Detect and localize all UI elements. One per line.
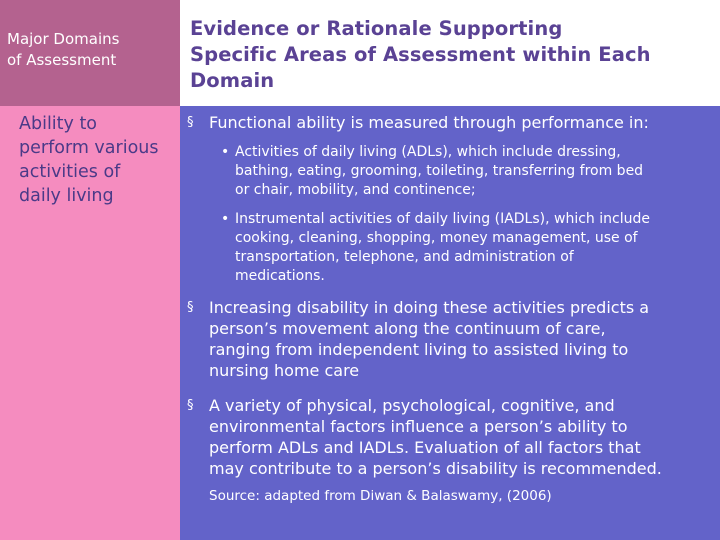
bullet-increasing-disability	[187, 297, 714, 381]
sub-bullet-adls	[221, 143, 720, 200]
bullet-line: environmental factors influence a person’s ability to	[209, 417, 628, 436]
bullet-line: person’s movement along the continuum of care,	[209, 319, 606, 338]
sub-bullet-line: bathing, eating, grooming, toileting, transferring from bed	[235, 163, 644, 179]
bullet-functional-ability	[187, 112, 714, 133]
sub-bullet-iadls	[221, 210, 720, 286]
domain-label-line: Ability to	[19, 114, 98, 134]
sub-bullet-line: Instrumental activities of daily living (IADLs), which include	[235, 211, 650, 227]
column-title-line: of Assessment	[7, 51, 117, 69]
sub-bullet-line: cooking, cleaning, shopping, money management, use of	[235, 230, 638, 246]
bullet-line: perform ADLs and IADLs. Evaluation of all factors that	[209, 438, 641, 457]
bullet-marker: §	[187, 398, 194, 413]
bullet-marker: §	[187, 300, 194, 315]
sub-bullet-marker: •	[221, 144, 230, 160]
bullet-line: may contribute to a person’s disability is recommended.	[209, 459, 662, 478]
bullet-variety-of-factors	[187, 395, 714, 479]
sub-bullet-marker: •	[221, 211, 230, 227]
domain-label-line: daily living	[19, 186, 114, 206]
bullet-marker: §	[187, 115, 194, 130]
domain-label	[19, 112, 189, 208]
title-line: Domain	[190, 69, 275, 92]
column-title-evidence	[190, 16, 715, 94]
sub-bullet-line: transportation, telephone, and administration of	[235, 249, 574, 265]
title-line: Evidence or Rationale Supporting	[190, 17, 563, 40]
sub-bullet-line: or chair, mobility, and continence;	[235, 182, 476, 198]
title-line: Specific Areas of Assessment within Each	[190, 43, 651, 66]
sub-bullet-line: Activities of daily living (ADLs), which include dressing,	[235, 144, 621, 160]
domain-label-line: activities of	[19, 162, 121, 182]
bullet-line: nursing home care	[209, 361, 360, 380]
source-citation: Source: adapted from Diwan & Balaswamy, (2006)	[209, 488, 552, 504]
column-title-line: Major Domains	[7, 30, 120, 48]
bullet-line: ranging from independent living to assisted living to	[209, 340, 629, 359]
bullet-text: Functional ability is measured through performance in:	[209, 113, 649, 132]
bullet-line: Increasing disability in doing these activities predicts a	[209, 298, 650, 317]
column-title-major-domains	[7, 29, 119, 71]
bullet-line: A variety of physical, psychological, cognitive, and	[209, 396, 615, 415]
domain-label-line: perform various	[19, 138, 159, 158]
sub-bullet-line: medications.	[235, 268, 325, 284]
